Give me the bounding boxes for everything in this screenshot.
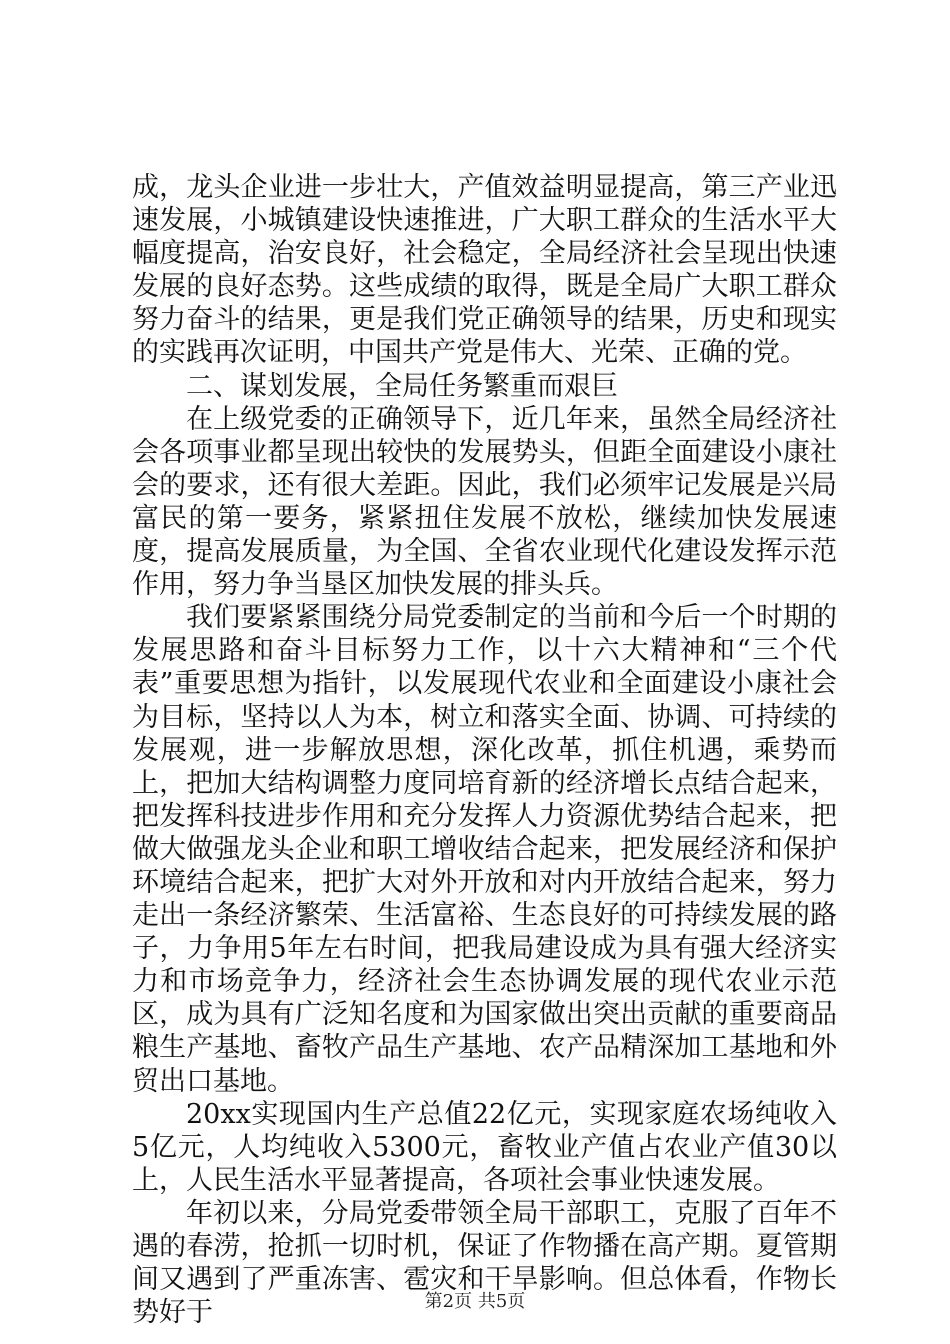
section-heading: 二、谋划发展，全局任务繁重而艰巨 — [186, 370, 618, 402]
paragraph: 20xx实现国内生产总值22亿元，实现家庭农场纯收入5亿元，人均纯收入5300元，畜牧业产值占农业产值30以上，人民生活水平显著提高，各项社会事业快速发展。 — [132, 1098, 837, 1196]
document-body — [132, 171, 837, 1329]
paragraph-continued: 成，龙头企业进一步壮大，产值效益明显提高，第三产业迅速发展，小城镇建设快速推进，广大职工群众的生活水平大幅度提高，治安良好，社会稳定，全局经济社会呈现出快速发展的良好态势。这些成绩的取得，既是全局广大职工群众努力奋斗的结果，更是我们党正确领导的结果，历史和现实的实践再次证明，中国共产党是伟大、光荣、正确的党。 — [132, 172, 837, 369]
page-number-footer: 第2页 共5页 — [424, 1291, 526, 1312]
paragraph: 年初以来，分局党委带领全局干部职工，克服了百年不遇的春涝，抢抓一切时机，保证了作物播在高产期。夏管期间又遇到了严重冻害、雹灾和干旱影响。但总体看，作物长势好于 — [132, 1197, 837, 1329]
paragraph: 我们要紧紧围绕分局党委制定的当前和今后一个时期的发展思路和奋斗目标努力工作，以十六大精神和“三个代表”重要思想为指针，以发展现代农业和全面建设小康社会为目标，坚持以人为本，树立和落实全面、协调、可持续的发展观，进一步解放思想，深化改革，抓住机遇，乘势而上，把加大结构调整力度同培育新的经济增长点结合起来，把发挥科技进步作用和充分发挥人力资源优势结合起来，把做大做强龙头企业和职工增收结合起来，把发展经济和保护环境结合起来，把扩大对外开放和对内开放结合起来，努力走出一条经济繁荣、生活富裕、生态良好的可持续发展的路子，力争用5年左右时间，把我局建设成为具有强大经济实力和市场竞争力，经济社会生态协调发展的现代农业示范区，成为具有广泛知名度和为国家做出突出贡献的重要商品粮生产基地、畜牧产品生产基地、农产品精深加工基地和外贸出口基地。 — [132, 602, 837, 1097]
paragraph: 在上级党委的正确领导下，近几年来，虽然全局经济社会各项事业都呈现出较快的发展势头，但距全面建设小康社会的要求，还有很大差距。因此，我们必须牢记发展是兴局富民的第一要务，紧紧扭住发展不放松，继续加快发展速度，提高发展质量，为全国、全省农业现代化建设发挥示范作用，努力争当垦区加快发展的排头兵。 — [132, 403, 837, 601]
